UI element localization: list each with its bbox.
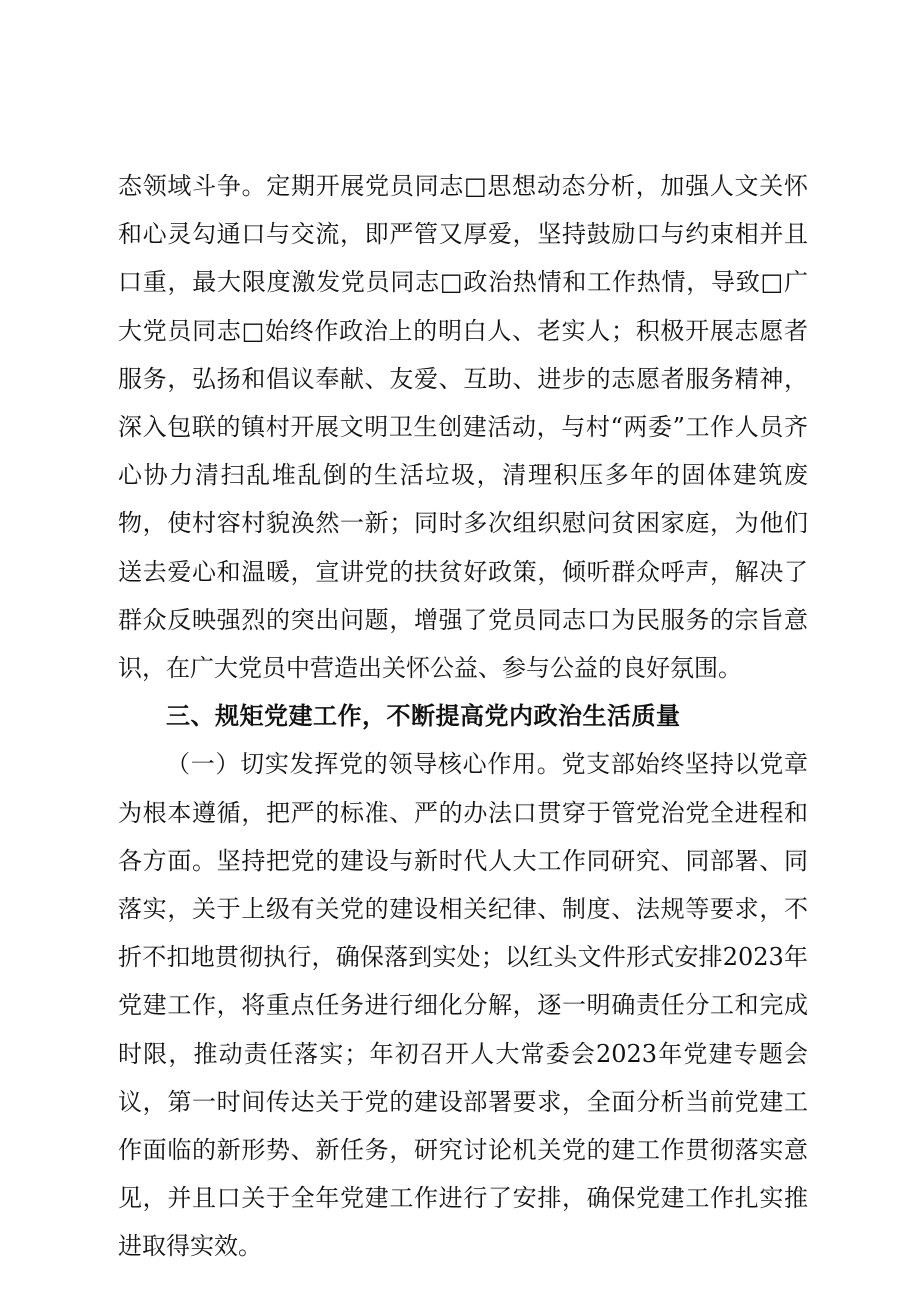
paragraph-continued: 态领域斗争。定期开展党员同志□思想动态分析，加强人文关怀和心灵勾通口与交流，即严管又厚爱，坚持鼓励口与约束相并且口重，最大限度激发党员同志□政治热情和工作热情，导致□广大党员同志□始终作政治上的明白人、老实人；积极开展志愿者服务，弘扬和倡议奉献、友爱、互助、进步的志愿者服务精神，深入包联的镇村开展文明卫生创建活动，与村“两委”工作人员齐心协力清扫乱堆乱倒的生活垃圾，清理积压多年的固体建筑废物，使村容村貌涣然一新；同时多次组织慰问贫困家庭，为他们送去爱心和温暖，宣讲党的扶贫好政策，倾听群众呼声，解决了群众反映强烈的突出问题，增强了党员同志口为民服务的宗旨意识，在广大党员中营造出关怀公益、参与公益的良好氛围。 — [118, 172, 808, 683]
section-heading: 三、规矩党建工作，不断提高党内政治生活质量 — [166, 702, 681, 731]
paragraph-leadership-role: （一）切实发挥党的领导核心作用。党支部始终坚持以党章为根本遵循，把严的标准、严的办法口贯穿于管党治党全进程和各方面。坚持把党的建设与新时代人大工作同研究、同部署、同落实，关于上级有关党的建设相关纪律、制度、法规等要求，不折不扣地贯彻执行，确保落到实处；以红头文件形式安排2023年党建工作，将重点任务进行细化分解，逐一明确责任分工和完成时限，推动责任落实；年初召开人大常委会2023年党建专题会议，第一时间传达关于党的建设部署要求，全面分析当前党建工作面临的新形势、新任务，研究讨论机关党的建工作贯彻落实意见，并且口关于全年党建工作进行了安排，确保党建工作扎实推进取得实效。 — [118, 750, 808, 1261]
document-body — [118, 162, 808, 1271]
